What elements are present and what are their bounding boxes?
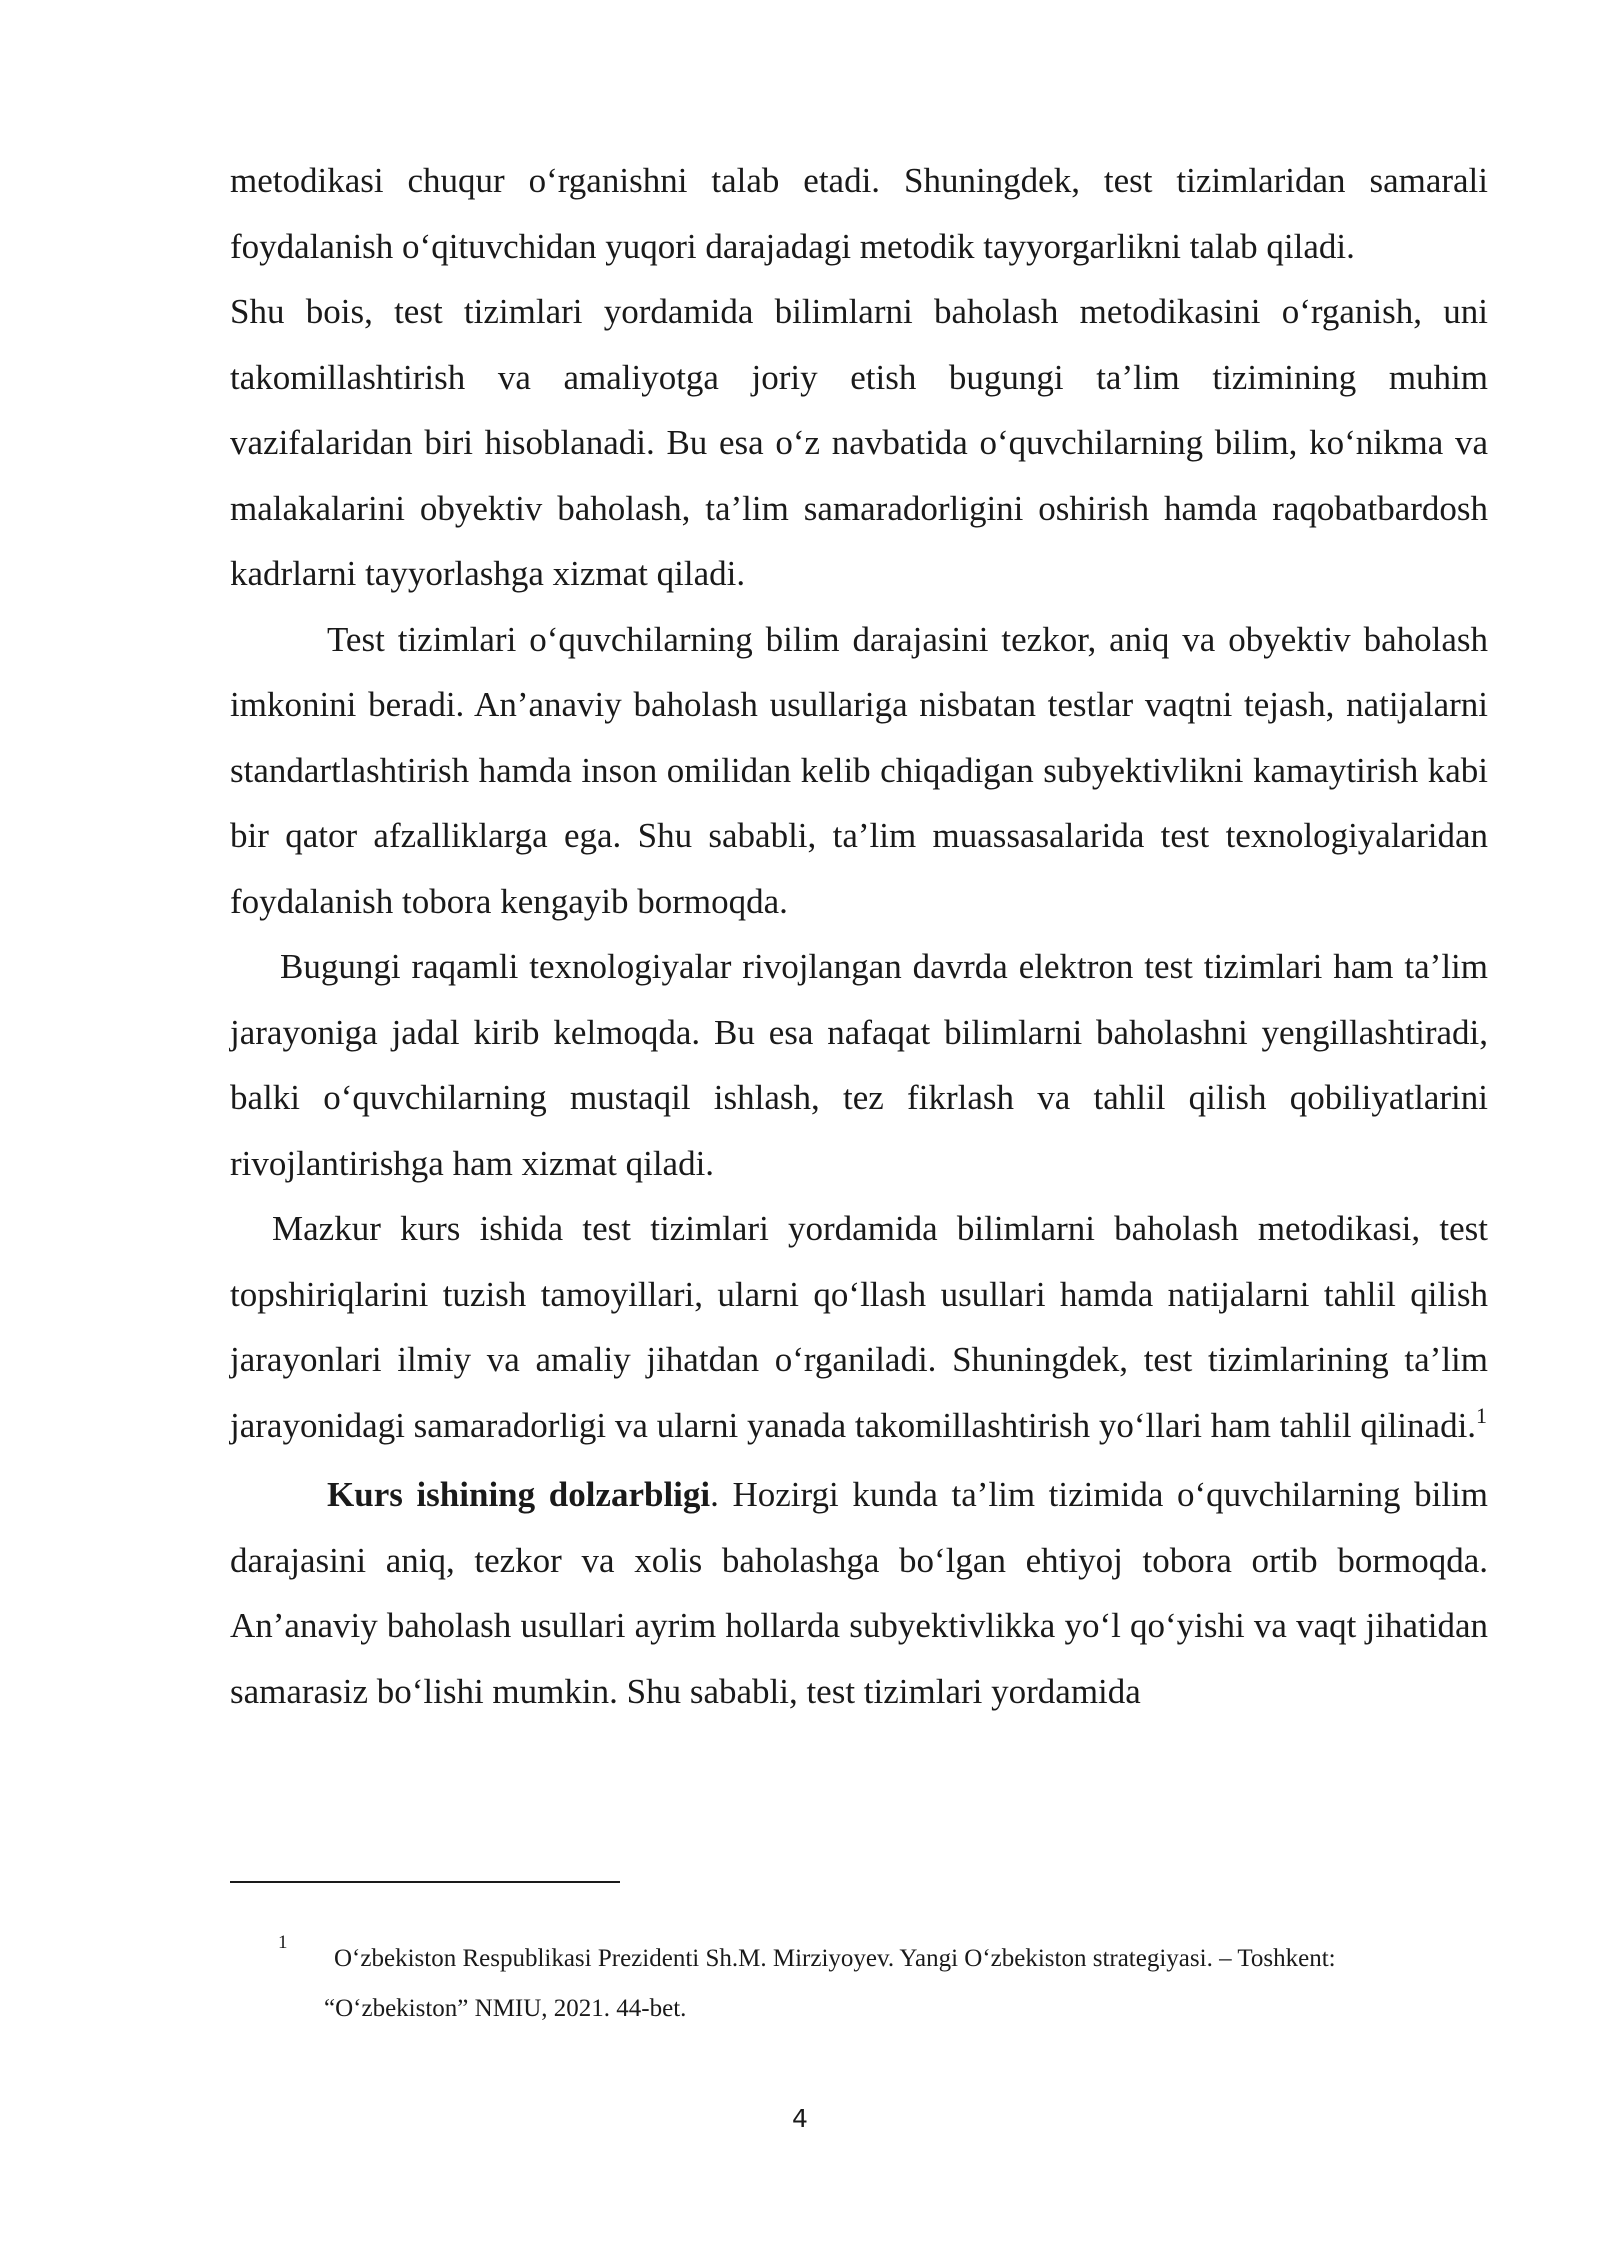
page-number: 4 — [792, 2104, 808, 2133]
paragraph-5-text: Mazkur kurs ishida test tizimlari yordamida bilimlarni baholash metodikasi, test topshiriqlarini tuzish tamoyillari, ularni qo‘llash usullari hamda natijalarni tahlil qilish jarayonlari ilmiy va amaliy jihatdan o‘rganiladi. Shuningdek, test tizimlarining ta’lim jarayonidagi samaradorligi va ularni yanada takomillashtirish yo‘llari ham tahlil qilinadi. — [230, 1209, 1488, 1445]
footnote-text-line-2: “O‘zbekiston” NMIU, 2021. 44-bet. — [324, 1995, 687, 2022]
paragraph-2: Shu bois, test tizimlari yordamida bilimlarni baholash metodikasini o‘rganish, uni takomillashtirish va amaliyotga joriy etish bugungi ta’lim tizimining muhim vazifalaridan biri hisoblanadi. Bu esa o‘z navbatida o‘quvchilarning bilim, ko‘nikma va malakalarini obyektiv baholash, ta’lim samaradorligini oshirish hamda raqobatbardosh kadrlarni tayyorlashga xizmat qiladi. — [230, 292, 1488, 593]
section-heading-dolzarbligi: Kurs ishining dolzarbligi — [327, 1475, 711, 1514]
footnote-text-line-1: O‘zbekiston Respublikasi Prezidenti Sh.M. Mirziyoyev. Yangi O‘zbekiston strategiyasi. – Toshkent: — [334, 1945, 1336, 1972]
paragraph-1: metodikasi chuqur o‘rganishni talab etadi. Shuningdek, test tizimlaridan samarali foydalanish o‘qituvchidan yuqori darajadagi metodik tayyorgarlikni talab qiladi. — [230, 161, 1488, 266]
paragraph-5 — [230, 1196, 1488, 1462]
paragraph-4: Bugungi raqamli texnologiyalar rivojlangan davrda elektron test tizimlari ham ta’lim jarayoniga jadal kirib kelmoqda. Bu esa nafaqat bilimlarni baholashni yengillashtiradi, balki o‘quvchilarning mustaqil ishlash, tez fikrlash va tahlil qilish qobiliyatlarini rivojlantirishga ham xizmat qiladi. — [230, 947, 1488, 1183]
body-text — [230, 148, 1488, 1724]
footnote-reference[interactable]: 1 — [1476, 1402, 1488, 1428]
paragraph-6 — [230, 1462, 1488, 1724]
footnote-mark: 1 — [278, 1932, 288, 1953]
footnote-separator — [230, 1881, 620, 1883]
paragraph-3: Test tizimlari o‘quvchilarning bilim darajasini tezkor, aniq va obyektiv baholash imkonini beradi. An’anaviy baholash usullariga nisbatan testlar vaqtni tejash, natijalarni standartlashtirish hamda inson omilidan kelib chiqadigan subyektivlikni kamaytirish kabi bir qator afzalliklarga ega. Shu sababli, ta’lim muassasalarida test texnologiyalaridan foydalanish tobora kengayib bormoqda. — [230, 619, 1488, 921]
paragraph-6-text: . Hozirgi kunda ta’lim tizimida o‘quvchilarning bilim darajasini aniq, tezkor va xolis baholashga bo‘lgan ehtiyoj tobora ortib bormoqda. An’anaviy baholash usullari ayrim hollarda subyektivlikka yo‘l qo‘yishi va vaqt jihatidan samarasiz bo‘lishi mumkin. Shu sababli, test tizimlari yordamida — [230, 1475, 1488, 1711]
